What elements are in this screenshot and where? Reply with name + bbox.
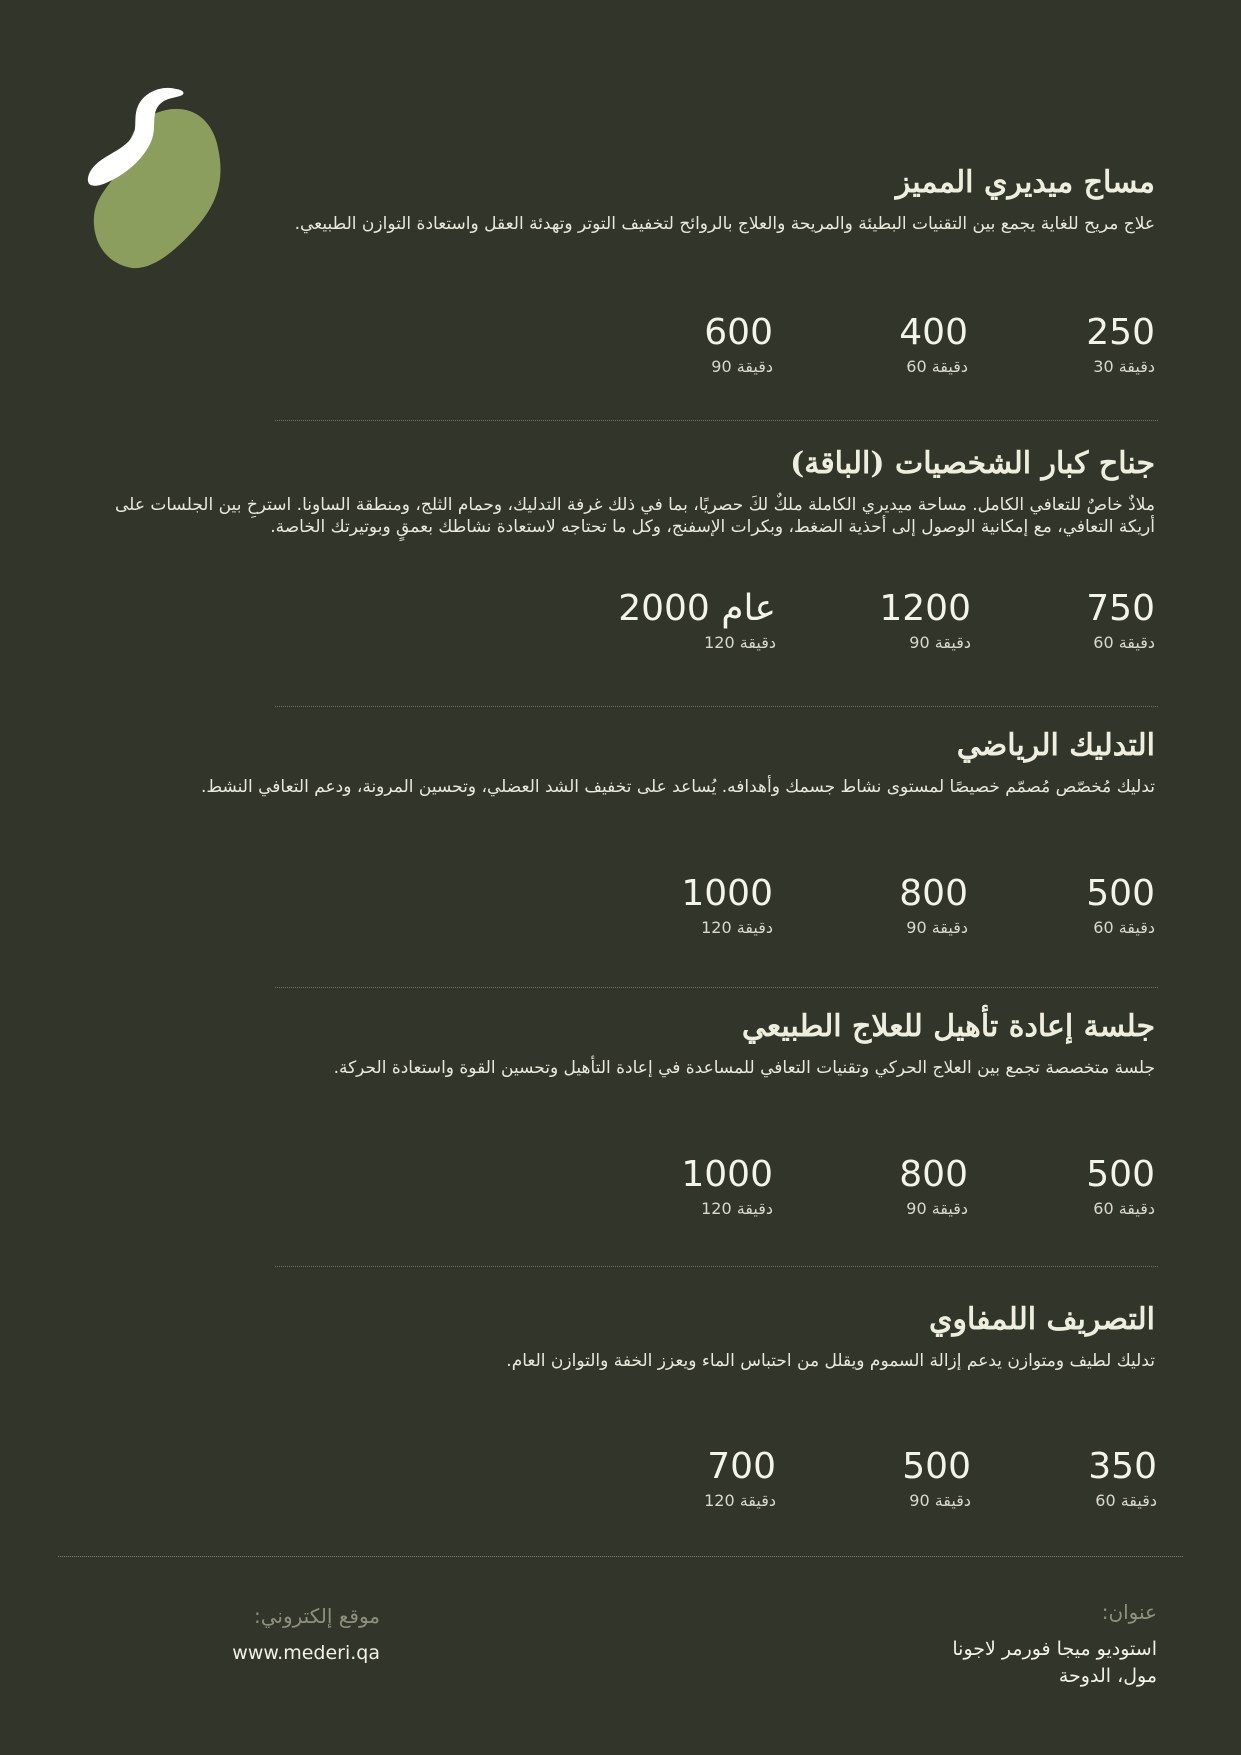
section-divider	[275, 420, 1158, 421]
price-amount: عام 2000	[618, 588, 776, 629]
price-amount: 500	[902, 1446, 971, 1487]
price-option	[798, 1154, 968, 1220]
price-duration: 60 دقيقة	[1095, 1491, 1157, 1510]
price-duration: 90 دقيقة	[909, 633, 971, 652]
price-option	[985, 1154, 1155, 1220]
footer-website	[200, 1602, 380, 1667]
price-duration: 120 دقيقة	[701, 1199, 773, 1218]
price-option	[801, 588, 971, 654]
price-list	[557, 1446, 1157, 1526]
price-amount: 350	[1088, 1446, 1157, 1487]
price-duration: 60 دقيقة	[1093, 1199, 1155, 1218]
website-label: موقع إلكتروني:	[253, 1604, 380, 1628]
address-value	[757, 1636, 1157, 1690]
service-lymphatic-drainage	[115, 1300, 1155, 1372]
section-divider	[275, 1266, 1158, 1267]
price-option	[603, 1154, 773, 1220]
service-physio-rehab	[115, 1007, 1155, 1079]
service-description: جلسة متخصصة تجمع بين العلاج الحركي وتقنيات التعافي للمساعدة في إعادة التأهيل وتحسين القوة واستعادة الحركة.	[333, 1058, 1155, 1078]
price-amount: 800	[899, 873, 968, 914]
price-option	[606, 588, 776, 654]
price-option	[603, 873, 773, 939]
price-option	[606, 1446, 776, 1512]
service-title: جناح كبار الشخصيات (الباقة)	[790, 446, 1155, 481]
price-list	[555, 312, 1155, 392]
price-amount: 1200	[879, 588, 971, 629]
service-description: ملاذٌ خاصٌ للتعافي الكامل. مساحة ميديري الكاملة ملكٌ لكَ حصريًا، بما في ذلك غرفة التدليك، وحمام الثلج، ومنطقة الساونا. استرخِ بين الجلسات على أريكة التعافي، مع إمكانية الوصول إلى أحذية الضغط، وبكرات الإسفنج، وكل ما تحتاجه لاستعادة نشاطك بعمقٍ وبوتيرتك الخاصة.	[115, 495, 1155, 537]
price-duration: 120 دقيقة	[704, 633, 776, 652]
price-duration: 120 دقيقة	[704, 1491, 776, 1510]
price-amount: 400	[899, 312, 968, 353]
price-amount: 1000	[681, 873, 773, 914]
price-duration: 90 دقيقة	[711, 357, 773, 376]
price-amount: 500	[1086, 1154, 1155, 1195]
price-duration: 90 دقيقة	[906, 1199, 968, 1218]
service-title: التصريف اللمفاوي	[929, 1302, 1155, 1337]
price-list	[555, 588, 1155, 668]
price-duration: 90 دقيقة	[906, 918, 968, 937]
price-duration: 60 دقيقة	[1093, 633, 1155, 652]
price-amount: 700	[707, 1446, 776, 1487]
service-vip-suite	[115, 444, 1155, 538]
price-option	[985, 312, 1155, 378]
website-link[interactable]: www.mederi.qa	[232, 1642, 380, 1664]
price-duration: 120 دقيقة	[701, 918, 773, 937]
price-amount: 800	[899, 1154, 968, 1195]
service-title: التدليك الرياضي	[956, 728, 1155, 763]
service-sports-massage	[115, 726, 1155, 798]
price-amount: 1000	[681, 1154, 773, 1195]
footer-address	[757, 1598, 1157, 1690]
price-option	[801, 1446, 971, 1512]
service-description: تدليك لطيف ومتوازن يدعم إزالة السموم ويقلل من احتباس الماء ويعزز الخفة والتوازن العام.	[506, 1351, 1155, 1371]
price-option	[987, 1446, 1157, 1512]
price-list	[555, 1154, 1155, 1234]
service-title: جلسة إعادة تأهيل للعلاج الطبيعي	[741, 1009, 1155, 1044]
service-premium-massage	[115, 163, 1155, 235]
price-option	[798, 873, 968, 939]
address-line: مول، الدوحة	[1058, 1665, 1157, 1687]
price-option	[985, 588, 1155, 654]
price-duration: 30 دقيقة	[1093, 357, 1155, 376]
price-option	[603, 312, 773, 378]
service-title: مساج ميديري المميز	[895, 165, 1155, 200]
price-amount: 750	[1086, 588, 1155, 629]
address-line: استوديو ميجا فورمر لاجونا	[952, 1638, 1157, 1660]
price-option	[798, 312, 968, 378]
price-amount: 250	[1086, 312, 1155, 353]
price-option	[985, 873, 1155, 939]
price-list	[555, 873, 1155, 953]
price-duration: 60 دقيقة	[906, 357, 968, 376]
service-description: تدليك مُخصّص مُصمّم خصيصًا لمستوى نشاط جسمك وأهدافه. يُساعد على تخفيف الشد العضلي، وتحسين المرونة، ودعم التعافي النشط.	[200, 777, 1155, 797]
footer-divider	[58, 1556, 1183, 1557]
price-duration: 60 دقيقة	[1093, 918, 1155, 937]
price-amount: 500	[1086, 873, 1155, 914]
address-label: عنوان:	[1101, 1600, 1157, 1624]
service-description: علاج مريح للغاية يجمع بين التقنيات البطيئة والمريحة والعلاج بالروائح لتخفيف التوتر وتهدئة العقل واستعادة التوازن الطبيعي.	[294, 214, 1155, 234]
price-amount: 600	[704, 312, 773, 353]
price-duration: 90 دقيقة	[909, 1491, 971, 1510]
section-divider	[275, 987, 1158, 988]
section-divider	[275, 706, 1158, 707]
